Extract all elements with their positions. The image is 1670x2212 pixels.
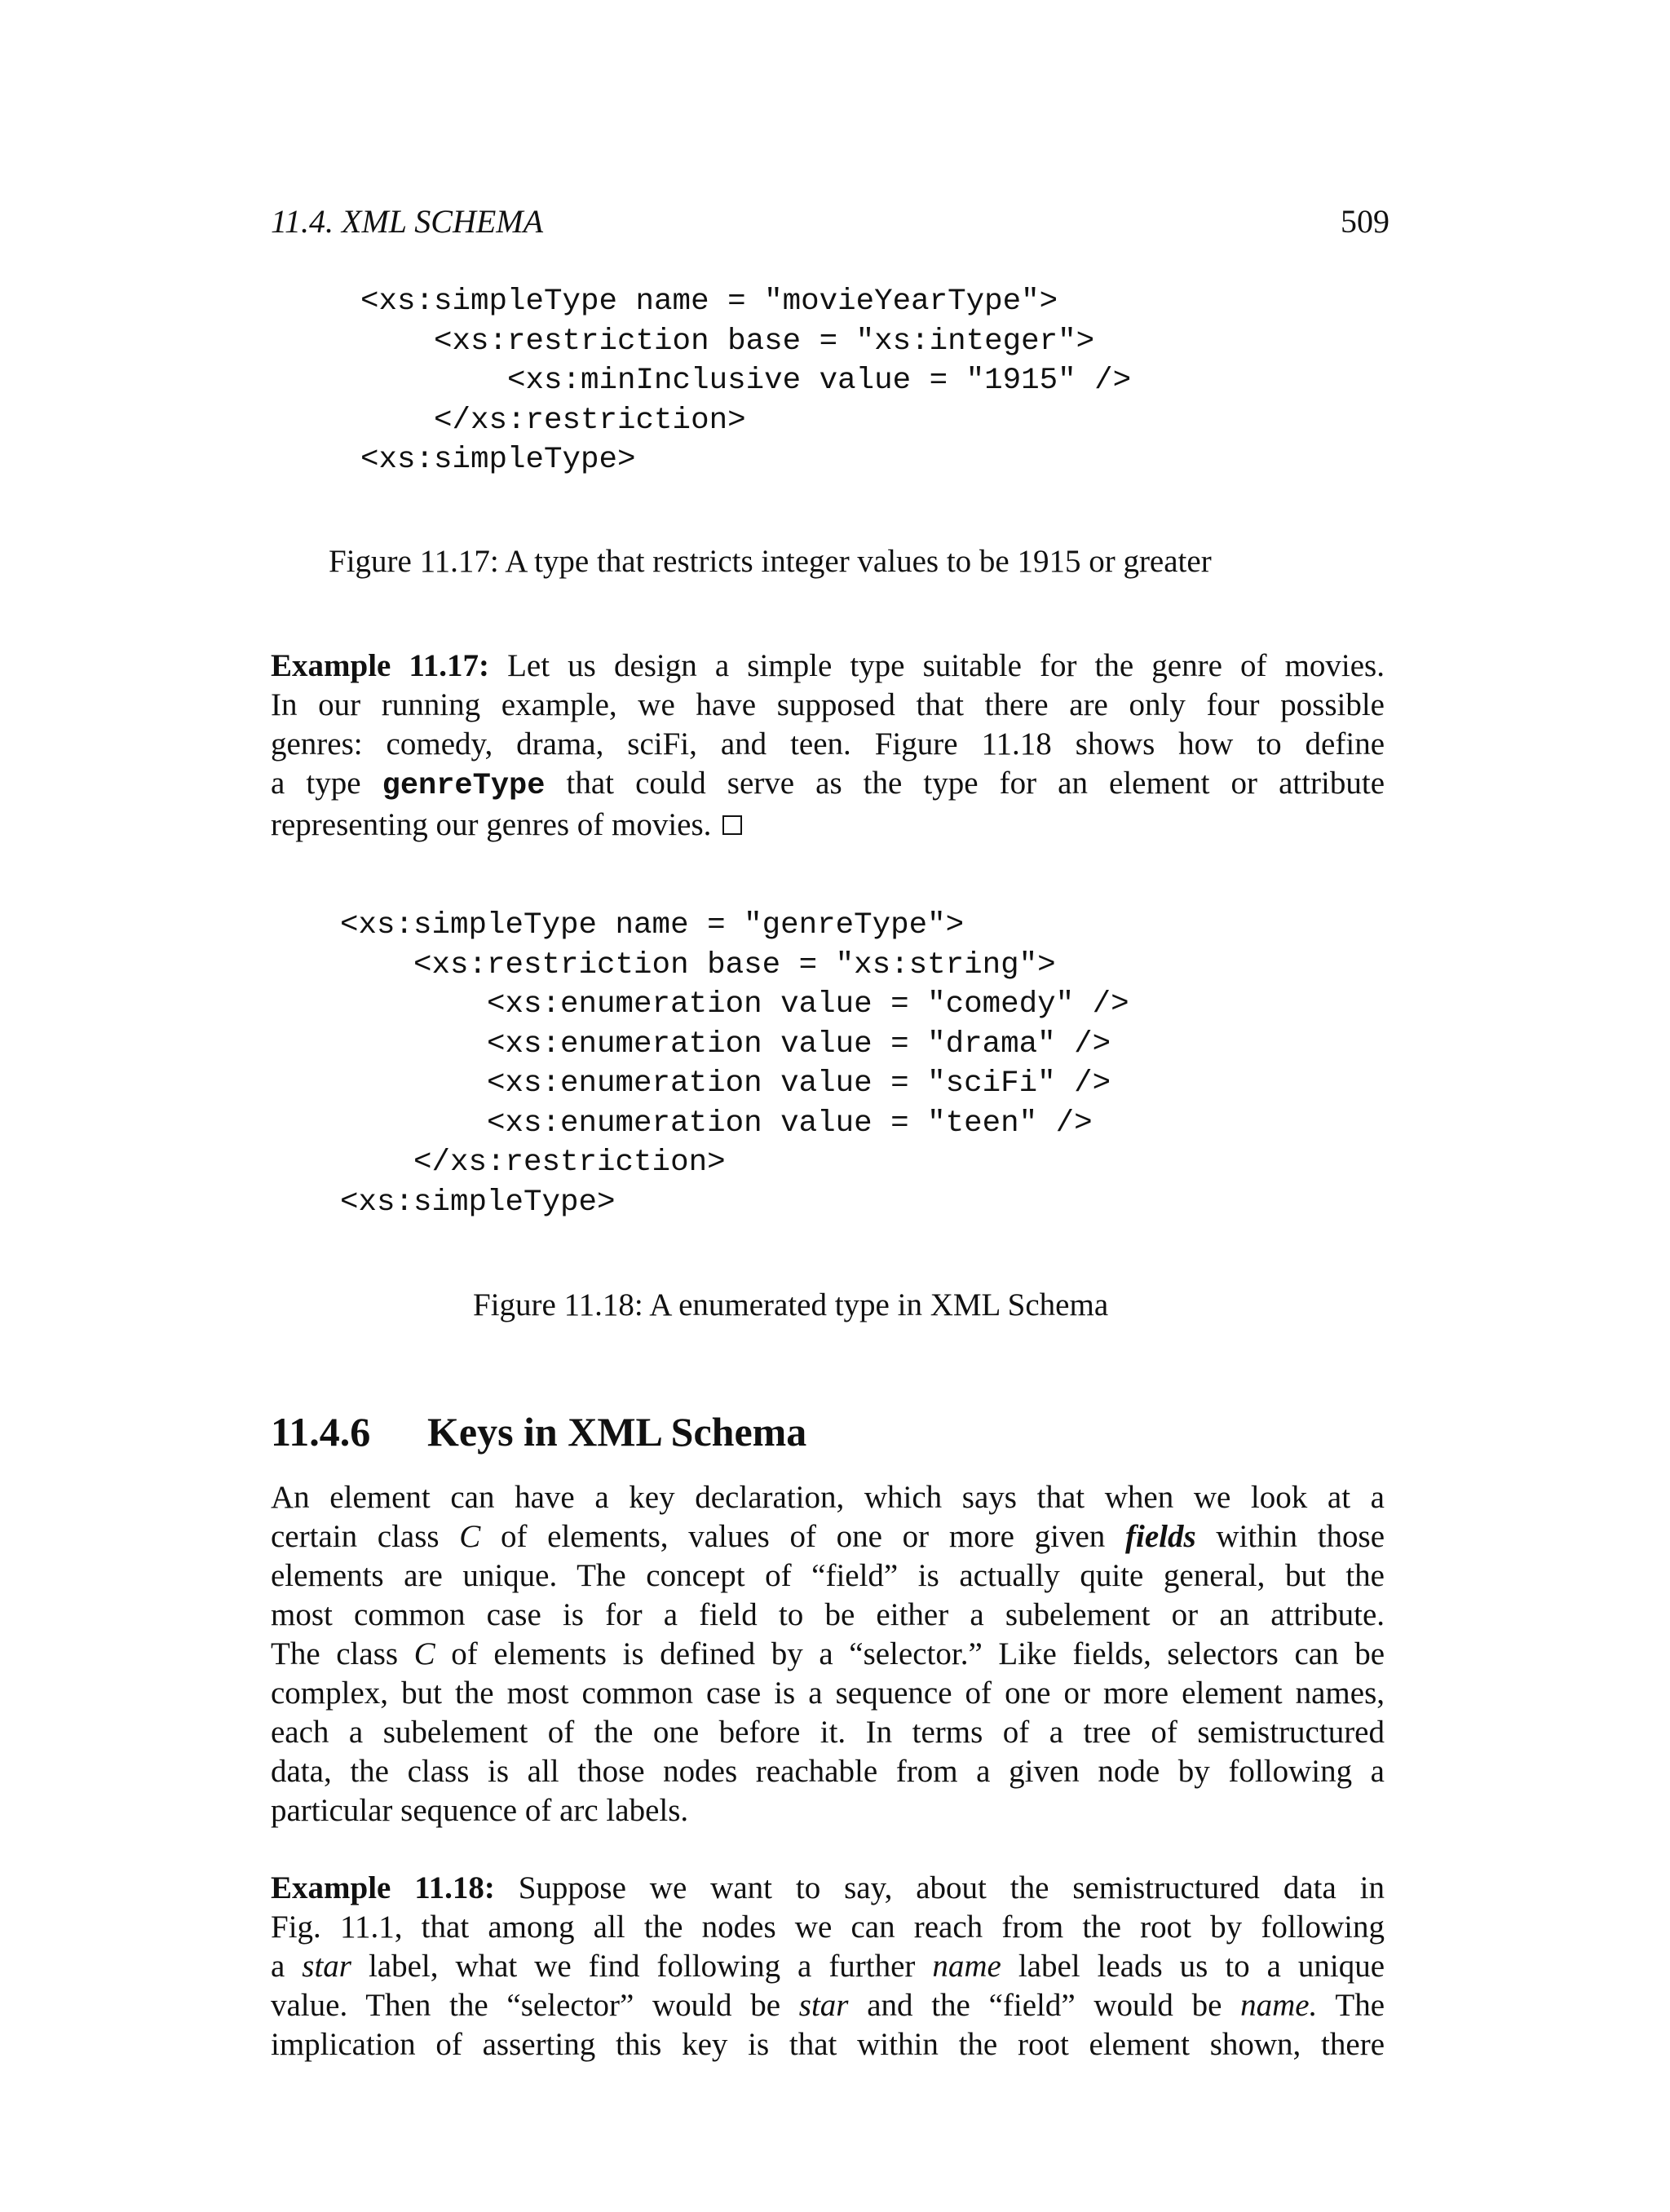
page-header [271, 202, 1389, 251]
paragraph-line: particular sequence of arc labels. [271, 1793, 689, 1828]
inline-code: genreType [382, 769, 546, 803]
paragraph-line: Fig. 11.1, that among all the nodes we can reach from the root by following [271, 1910, 1385, 1945]
paragraph-line: representing our genres of movies. [271, 806, 1385, 845]
figure-11-18-caption: Figure 11.18: A enumerated type in XML Schema [473, 1287, 1109, 1322]
figure-11-17-code [360, 282, 1131, 480]
paragraph-line: complex, but the most common case is a sequence of one or more element names, [271, 1676, 1385, 1711]
paragraph-line: An element can have a key declaration, which says that when we look at a [271, 1480, 1385, 1515]
code-line: <xs:enumeration value = "teen" /> [340, 1106, 1093, 1141]
code-line: <xs:simpleType> [340, 1185, 616, 1220]
code-line: <xs:simpleType> [360, 443, 636, 477]
paragraph-line: data, the class is all those nodes reachable from a given node by following a [271, 1754, 1385, 1789]
section-title: Keys in XML Schema [427, 1409, 807, 1455]
code-line: </xs:restriction> [360, 403, 746, 438]
paragraph-line: implication of asserting this key is that within the root element shown, there [271, 2027, 1385, 2062]
page-number: 509 [1341, 203, 1389, 240]
code-line: <xs:minInclusive value = "1915" /> [360, 364, 1132, 398]
paragraph-line: The class C of elements is defined by a “selector.” Like fields, selectors can be [271, 1636, 1385, 1671]
code-line: <xs:enumeration value = "comedy" /> [340, 987, 1129, 1022]
example-11-18 [271, 1869, 1385, 2064]
code-line: <xs:simpleType name = "genreType"> [340, 908, 965, 943]
paragraph-line: value. Then the “selector” would be star and the “field” would be name. The [271, 1988, 1385, 2023]
paragraph-line: Example 11.17: Let us design a simple type suitable for the genre of movies. [271, 648, 1385, 683]
paragraph-line: most common case is for a field to be either a subelement or an attribute. [271, 1597, 1385, 1632]
section-heading [271, 1408, 806, 1455]
example-label: Example 11.18: [271, 1870, 495, 1905]
figure-11-17-caption: Figure 11.17: A type that restricts integer values to be 1915 or greater [329, 544, 1212, 579]
code-line: <xs:enumeration value = "sciFi" /> [340, 1066, 1111, 1101]
paragraph-line: Example 11.18: Suppose we want to say, about the semistructured data in [271, 1870, 1385, 1905]
paragraph-line: In our running example, we have supposed that there are only four possible [271, 687, 1385, 722]
paragraph-line: a type genreType that could serve as the type for an element or attribute [271, 766, 1385, 803]
paragraph-line: a star label, what we find following a further name label leads us to a unique [271, 1949, 1385, 1984]
section-number: 11.4.6 [271, 1409, 371, 1455]
paragraph-line: elements are unique. The concept of “field” is actually quite general, but the [271, 1558, 1385, 1593]
code-line: <xs:restriction base = "xs:string"> [340, 947, 1056, 982]
code-line: </xs:restriction> [340, 1146, 726, 1180]
paragraph-line: genres: comedy, drama, sciFi, and teen. Figure 11.18 shows how to define [271, 726, 1385, 762]
paragraph-line: certain class C of elements, values of one or more given fields within those [271, 1519, 1385, 1554]
example-11-17 [271, 647, 1385, 845]
code-line: <xs:enumeration value = "drama" /> [340, 1027, 1111, 1062]
paragraph-line: each a subelement of the one before it. In terms of a tree of semistructured [271, 1715, 1385, 1750]
section-paragraph [271, 1478, 1385, 1830]
example-label: Example 11.17: [271, 648, 490, 683]
code-line: <xs:simpleType name = "movieYearType"> [360, 285, 1058, 319]
end-of-example-icon [722, 815, 742, 835]
figure-11-18-code [340, 906, 1129, 1222]
code-line: <xs:restriction base = "xs:integer"> [360, 324, 1095, 359]
running-head: 11.4. XML SCHEMA [271, 203, 544, 240]
